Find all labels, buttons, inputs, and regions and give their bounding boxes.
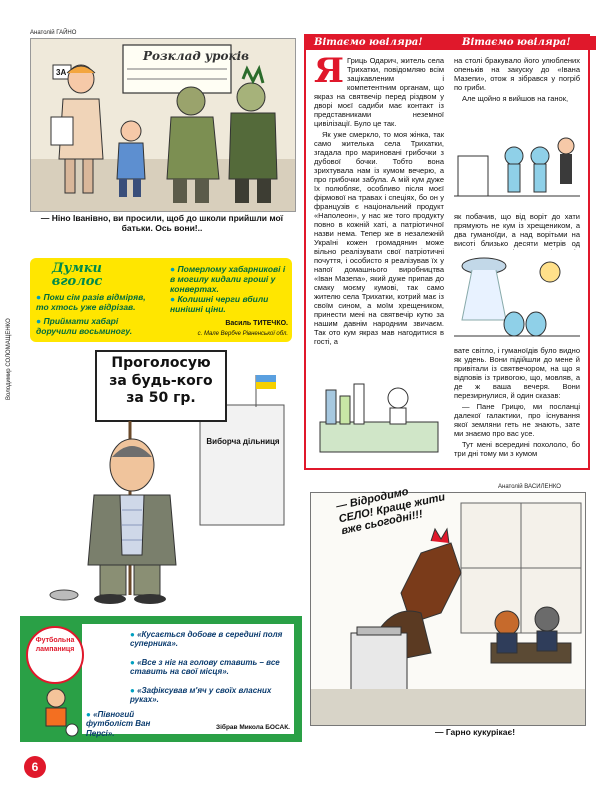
jokes-place: с. Мале Вербче Рівненської обл.	[197, 331, 288, 337]
room-number: 3А	[56, 68, 67, 77]
joke-left-1-text: Поки сім разів відміряв, то хтось уже відрізав.	[36, 292, 146, 313]
joke-left-1: ● Поки сім разів відміряв, то хтось уже відрізав.	[36, 292, 146, 313]
footballer-drawing	[28, 682, 84, 738]
vote-cartoon	[30, 345, 294, 607]
vote-sign-line3: за 50 гр.	[126, 390, 196, 406]
article-dropcap: Я	[314, 51, 344, 91]
joke-right-1: ● Померлому хабарникові і в могилу кидали гроші у конвертах.	[170, 264, 286, 295]
vote-sign-line2: за будь-кого	[109, 372, 213, 389]
col2-para-3: як побачив, що від воріт до хати прямують не кум із хрещеником, а два гуманоїди, а над ворітьми на висоті близько десяти метрів од	[454, 212, 580, 248]
football-badge-text	[26, 636, 84, 654]
jokes-author: Василь ТИТЕЧКО.	[225, 320, 288, 327]
col2-para-5: — Пане Грицю, ми посланці далекої галактики, про існування якої земляни геть не знають, зате ми знаємо про вас усе.	[454, 402, 580, 438]
jokes-title-line2: вголос	[51, 274, 103, 289]
col2-para-6: Тут мені всередині похололо, бо три дні тому ми з кумом	[454, 440, 580, 458]
joke-right-1-text: Померлому хабарникові і в могилу кидали гроші у конвертах.	[170, 264, 286, 295]
schedule-board-text: Розклад уроків	[143, 49, 250, 63]
school-cartoon-drawing	[31, 39, 295, 211]
col2-para-4: вате світло, і гуманоїдів було видно як удень. Вони підійшли до мене й привітали із святвечором, на що я відповів із тривогою, що, мовляв, а де ж ваша вечеря. Вони перезирнулися, й один сказав:	[454, 346, 580, 400]
top-cartoon	[30, 38, 296, 212]
col2-para-1: на столі бракувало його улюблених опеньків на закуску до «Івана Мазепи», отож я зібрався у погріб по гриби.	[454, 56, 580, 92]
article-column-2	[454, 56, 580, 105]
vote-cartoon-credit: Володимир СОЛОМАЩЕНКО	[6, 318, 12, 400]
rooster-cartoon-credit: Анатолій ВАСИЛЕНКО	[498, 484, 561, 490]
quote-2-text: «Все з ніг на голову ставить – все ставить на свої місця».	[130, 658, 280, 677]
quote-4-text: «Півногий футболіст Ван Персі».	[86, 710, 151, 738]
joke-right-2-text: Колишні черги вбили нинішні ціни.	[170, 294, 269, 315]
vote-sign	[96, 355, 226, 408]
quote-1: ● «Кусається добове в середині поля суперника».	[130, 630, 283, 649]
article-header-left: Вітаємо ювіляра!	[306, 36, 454, 50]
col1-para-1: Гриць Одарич, житель села Трихатки, повідомляю всім зацікавленим і компетентним органам, що якраз на святвечір перед різдвом у дворі моєї садиби має контакт із представниками неземної цивілізації. Було це так.	[314, 56, 444, 128]
aliens-at-gate-illustration	[454, 116, 580, 208]
top-cartoon-credit: Анатолій ГАЙНО	[30, 30, 77, 36]
quote-3: ● «Зафіксував м'яч у своїх власних руках».	[130, 686, 272, 705]
ufo-illustration	[454, 250, 580, 342]
quote-3-text: «Зафіксував м'яч у своїх власних руках».	[130, 686, 272, 705]
rooster-cartoon-caption: — Гарно кукурікає!	[434, 727, 516, 737]
top-cartoon-caption: — Ніно Іванівно, ви просили, щоб до школи прийшли мої батьки. Ось вони!..	[40, 213, 284, 233]
article-column-2c	[454, 346, 580, 460]
jokes-title	[36, 262, 118, 288]
col2-para-2: Але щойно я вийшов на ганок,	[462, 94, 569, 103]
joke-left-2-text: Приймати хабарі доручили восьминогу.	[36, 316, 133, 337]
joke-left-2: ● Приймати хабарі доручили восьминогу.	[36, 316, 133, 337]
badge-line2: лампаниця	[35, 646, 75, 654]
bottles-illustration	[314, 376, 444, 454]
joke-right-2: ● Колишні черги вбили нинішні ціни.	[170, 294, 269, 315]
jokes-title-line1: Думки	[52, 261, 102, 276]
badge-line1: Футбольна	[35, 637, 75, 644]
article-column-1	[314, 51, 444, 348]
vote-sign-line1: Проголосую	[111, 355, 211, 371]
football-box	[20, 616, 302, 742]
jokes-box	[30, 258, 292, 342]
rooster-speech: — Відродимо СЕЛО! Краще жити вже сьогодні!!!	[335, 485, 447, 538]
page-number: 6	[24, 756, 46, 778]
polling-station-sign: Виборча дільниця	[206, 437, 280, 446]
quote-2: ● «Все з ніг на голову ставить – все ставить на свої місця».	[130, 658, 280, 677]
col1-para-2: Як уже смеркло, то моя жінка, так само жителька села Трихатки, згадала про мариновані грибочки з дубової бочки. Тобто вона зрихтувала нам із кумом вечерю, а про грибочки забула. А мій кум дуже їх полюбляє, особливо після моєї фірмової на травах і спеціях, бо он у французів є національний продукт «Наполеон», у нас же того продукту повно в кожній хаті, а патріотичної назви нема. Тепер же в незалежній Україні кожен громадянин може вільно реалізувати свої патріотичні почуття, і особисто я реалізував їх у напої домашнього виробництва «Іван Мазепа», який дуже припав до смаку моєму кумові, так само жителю села Трихатки, котрий має із своїм сином, а моїм хрещеником, принести мені на святвечір кутю за нашим давнім народним звичаєм. Так ото кум якраз мав нагодитися в гості, а	[314, 130, 444, 346]
article-header-right: Вітаємо ювіляра!	[454, 36, 596, 50]
quote-1-text: «Кусається добове в середині поля суперника».	[130, 630, 283, 649]
football-badge	[26, 626, 84, 684]
quote-4: ● «Півногий футболіст Ван Персі».	[86, 710, 151, 738]
article-frame	[304, 34, 590, 470]
football-author: Зібрав Микола БОСАК.	[216, 724, 290, 731]
